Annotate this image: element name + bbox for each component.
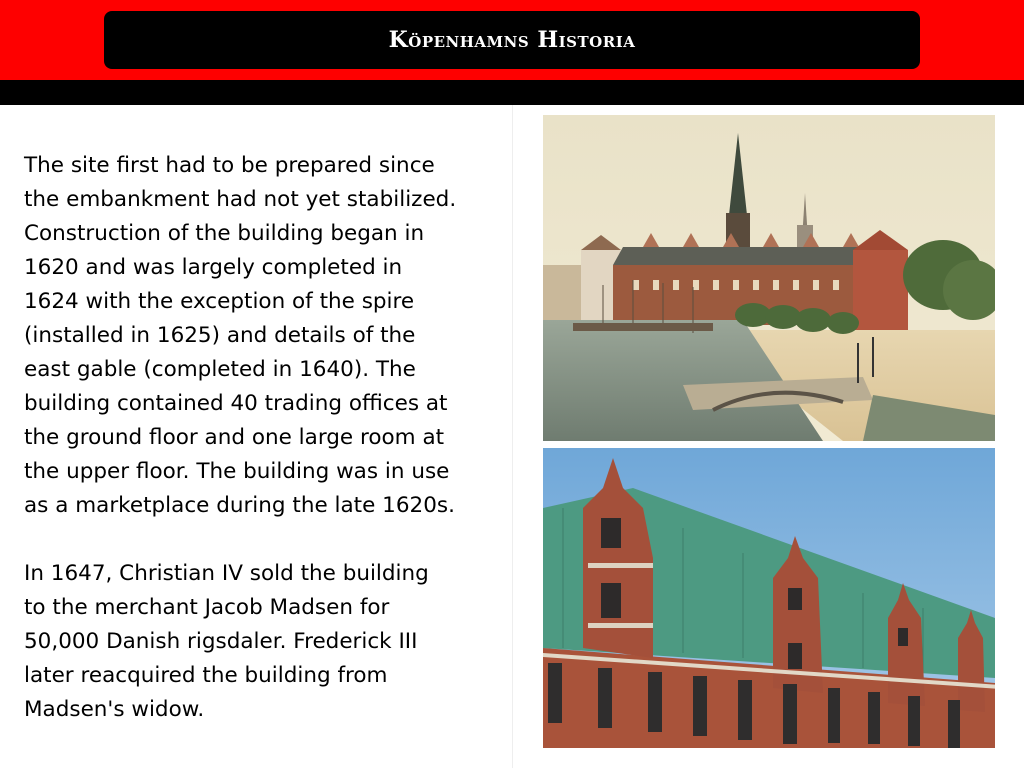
paragraph-1: The site first had to be prepared since the embankment had not yet stabilized. Construction of the building began in 1620 and was largely completed in 1624 with the exception of the spire (installed in 1625) and details of the east gable (completed in 1640). The building contained 40 trading offices at the ground floor and one large room at the upper floor. The building was in use as a marketplace during the late 1620s. xyxy=(24,153,457,518)
title-bar xyxy=(104,11,920,69)
historic-photo-borsen-canal xyxy=(543,115,995,441)
header-black-band xyxy=(0,80,1024,105)
paragraph-2: In 1647, Christian IV sold the building to the merchant Jacob Madsen for 50,000 Danish rigsdaler. Frederick III later reacquired the building from Madsen's widow. xyxy=(24,561,429,722)
body-text xyxy=(24,149,514,727)
page-title: Köpenhamns Historia xyxy=(388,27,636,53)
modern-photo-borsen-gables xyxy=(543,448,995,748)
